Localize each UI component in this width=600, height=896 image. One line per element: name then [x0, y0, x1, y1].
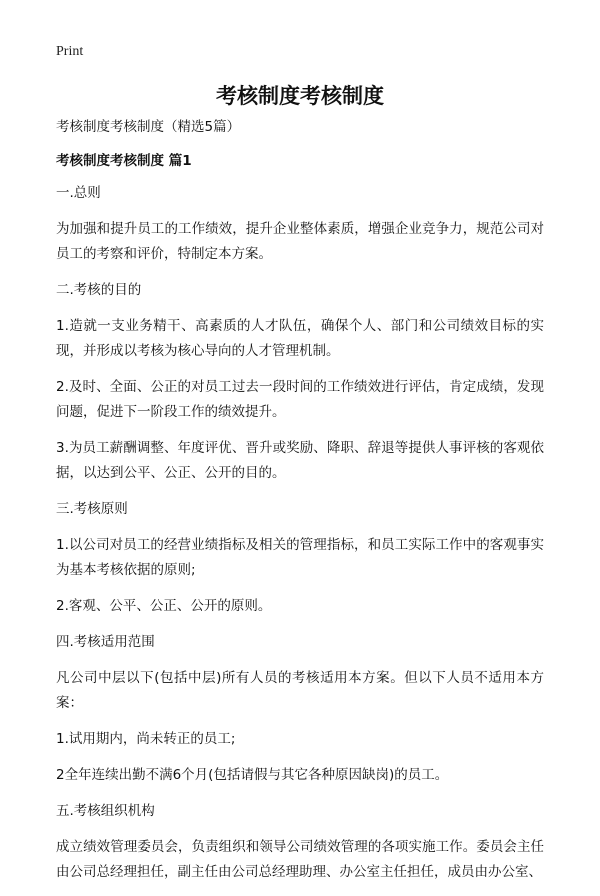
paragraph: 1.以公司对员工的经营业绩指标及相关的管理指标，和员工实际工作中的客观事实为基本考核依据的原则; — [56, 537, 544, 578]
paragraph: 2全年连续出勤不满6个月(包括请假与其它各种原因缺岗)的员工。 — [56, 767, 449, 783]
paragraph: 1.试用期内，尚未转正的员工; — [56, 731, 236, 747]
paragraph: 为加强和提升员工的工作绩效，提升企业整体素质，增强企业竞争力，规范公司对员工的考察和评价，特制定本方案。 — [56, 221, 544, 262]
heading-organization: 五.考核组织机构 — [56, 803, 155, 819]
section-heading: 考核制度考核制度 篇1 — [56, 153, 192, 169]
paragraph: 凡公司中层以下(包括中层)所有人员的考核适用本方案。但以下人员不适用本方案： — [56, 670, 544, 711]
heading-scope: 四.考核适用范围 — [56, 634, 155, 650]
document-body — [56, 115, 544, 896]
paragraph: 成立绩效管理委员会，负责组织和领导公司绩效管理的各项实施工作。委员会主任由公司总经理担任，副主任由公司总经理助理、办公室主任担任，成员由办公室、 — [56, 839, 544, 880]
heading-principles: 三.考核原则 — [56, 501, 128, 517]
print-label: Print — [56, 44, 84, 59]
heading-general: 一.总则 — [56, 185, 101, 201]
heading-purpose: 二.考核的目的 — [56, 282, 142, 298]
paragraph: 2.及时、全面、公正的对员工过去一段时间的工作绩效进行评估，肯定成绩，发现问题，促进下一阶段工作的绩效提升。 — [56, 379, 544, 420]
document-subtitle: 考核制度考核制度（精选5篇） — [56, 119, 241, 135]
paragraph: 3.为员工薪酬调整、年度评优、晋升或奖励、降职、辞退等提供人事评核的客观依据，以达到公平、公正、公开的目的。 — [56, 440, 544, 481]
paragraph: 1.造就一支业务精干、高素质的人才队伍，确保个人、部门和公司绩效目标的实现，并形成以考核为核心导向的人才管理机制。 — [56, 318, 544, 359]
document-title: 考核制度考核制度 — [216, 84, 384, 108]
paragraph: 2.客观、公平、公正、公开的原则。 — [56, 598, 272, 614]
